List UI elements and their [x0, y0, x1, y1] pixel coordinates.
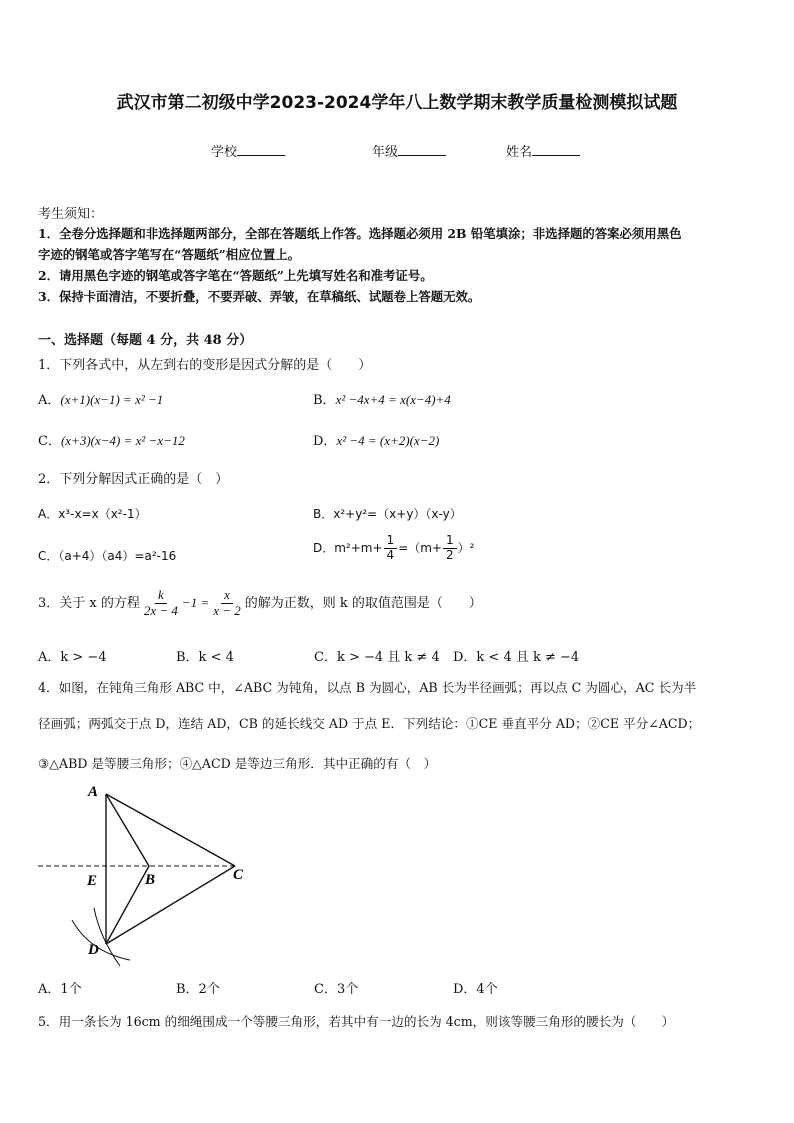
q1-option-c-label: C．: [38, 434, 61, 449]
q4-option-d: D．4个: [453, 982, 498, 997]
section-heading: 一、选择题（每题 4 分，共 48 分）: [38, 333, 253, 348]
q4-option-b: B．2个: [176, 982, 220, 997]
q1-option-b: [313, 389, 451, 408]
q1-option-c-expr: (x+3)(x−4) = x² −x−12: [60, 433, 185, 448]
point-c-label: C: [233, 867, 244, 883]
q3-fraction-left: $\frac{k}{2x - 4}$: [143, 587, 178, 618]
q3-option-d: D．k < 4 且 k ≠ −4: [453, 650, 580, 665]
q1-option-a: [38, 389, 163, 408]
page-title: 武汉市第二初级中学2023-2024学年八上数学期末教学质量检测模拟试题: [116, 93, 678, 113]
segment-ac: [106, 794, 235, 866]
segment-dc: [106, 866, 235, 944]
grade-field: [372, 141, 446, 160]
grade-label: 年级: [372, 145, 399, 160]
q2-option-b: B．x²+y²=（x+y）（x-y）: [313, 507, 462, 521]
school-label: 学校: [211, 145, 238, 160]
q1-option-a-expr: (x+1)(x−1) = x² −1: [60, 392, 164, 407]
q5-stem: 5．用一条长为 16cm 的细绳围成一个等腰三角形，若其中有一边的长为 4cm，则该等腰三角形的腰长为（ ）: [38, 1014, 675, 1029]
q3-stem-post: 的解为正数，则 k 的取值范围是（ ）: [244, 595, 482, 611]
q1-option-b-label: B．: [313, 393, 336, 408]
point-e-label: E: [87, 873, 98, 889]
q2-option-d-fraction-2: $\frac{1}{2}$: [443, 534, 457, 563]
q1-option-d: [313, 430, 439, 449]
q3-stem: [38, 588, 482, 619]
name-label: 姓名: [506, 145, 533, 160]
q1-option-d-label: D．: [313, 434, 337, 449]
q3-stem-mid: −1 =: [181, 594, 210, 610]
point-a-label: A: [88, 784, 99, 800]
q4-option-a: A．1个: [38, 982, 82, 997]
q2-option-d-fraction-1: $\frac{1}{4}$: [384, 534, 398, 563]
q4-figure: [30, 780, 260, 970]
school-field: [211, 141, 285, 160]
q1-option-b-expr: x² −4x+4 = x(x−4)+4: [335, 392, 451, 407]
q2-option-c: C．（a+4）（a4）=a²-16: [38, 549, 177, 563]
q2-option-d-mid: =（m+: [398, 540, 442, 555]
q1-stem: 1．下列各式中，从左到右的变形是因式分解的是（ ）: [38, 358, 372, 373]
q4-line-1: 4．如图，在钝角三角形 ABC 中，∠ABC 为钝角，以点 B 为圆心，AB 长为半径画弧；再以点 C 为圆心，AC 长为半: [38, 680, 697, 695]
q2-option-d-post: ）²: [457, 540, 475, 555]
q4-line-2: 径画弧；两弧交于点 D，连结 AD，CB 的延长线交 AD 于点 E．下列结论：①CE 垂直平分 AD；②CE 平分∠ACD；: [38, 716, 701, 731]
name-field: [506, 141, 580, 160]
q2-option-a: A．x³-x=x（x²-1）: [38, 507, 147, 521]
segment-db: [106, 866, 149, 944]
q1-option-d-expr: x² −4 = (x+2)(x−2): [336, 433, 440, 448]
q3-fraction-right: $\frac{x}{x - 2}$: [213, 587, 241, 618]
q1-option-c: [38, 430, 185, 449]
notice-item-1-line-2: 字迹的钢笔或答字笔写在“答题纸”相应位置上。: [38, 247, 301, 262]
q2-option-d: [313, 534, 474, 563]
notice-item-1-line-1: 1．全卷分选择题和非选择题两部分，全部在答题纸上作答。选择题必须用 2B 铅笔填涂；非选择题的答案必须用黑色: [38, 226, 682, 241]
notice-item-2: 2．请用黑色字迹的钢笔或答字笔在“答题纸”上先填写姓名和准考证号。: [38, 268, 433, 283]
q3-option-c: C．k > −4 且 k ≠ 4: [314, 650, 440, 665]
q3-stem-pre: 3．关于 x 的方程: [38, 595, 140, 611]
notice-heading: 考生须知：: [38, 207, 104, 222]
q4-line-3: ③△ABD 是等腰三角形；④△ACD 是等边三角形．其中正确的有（ ）: [38, 756, 437, 771]
q2-option-d-pre: D．m²+m+: [313, 540, 383, 555]
q2-stem: 2．下列分解因式正确的是（ ）: [38, 472, 229, 487]
notice-item-3: 3．保持卡面清洁，不要折叠，不要弄破、弄皱，在草稿纸、试题卷上答题无效。: [38, 289, 481, 304]
point-d-label: D: [88, 942, 99, 958]
q1-option-a-label: A．: [38, 393, 61, 408]
point-b-label: B: [145, 872, 156, 888]
q4-option-c: C．3个: [314, 982, 359, 997]
q3-option-b: B．k < 4: [176, 650, 234, 665]
q3-option-a: A．k > −4: [38, 650, 107, 665]
arc-from-b: [72, 920, 130, 960]
segment-ab: [106, 794, 149, 866]
